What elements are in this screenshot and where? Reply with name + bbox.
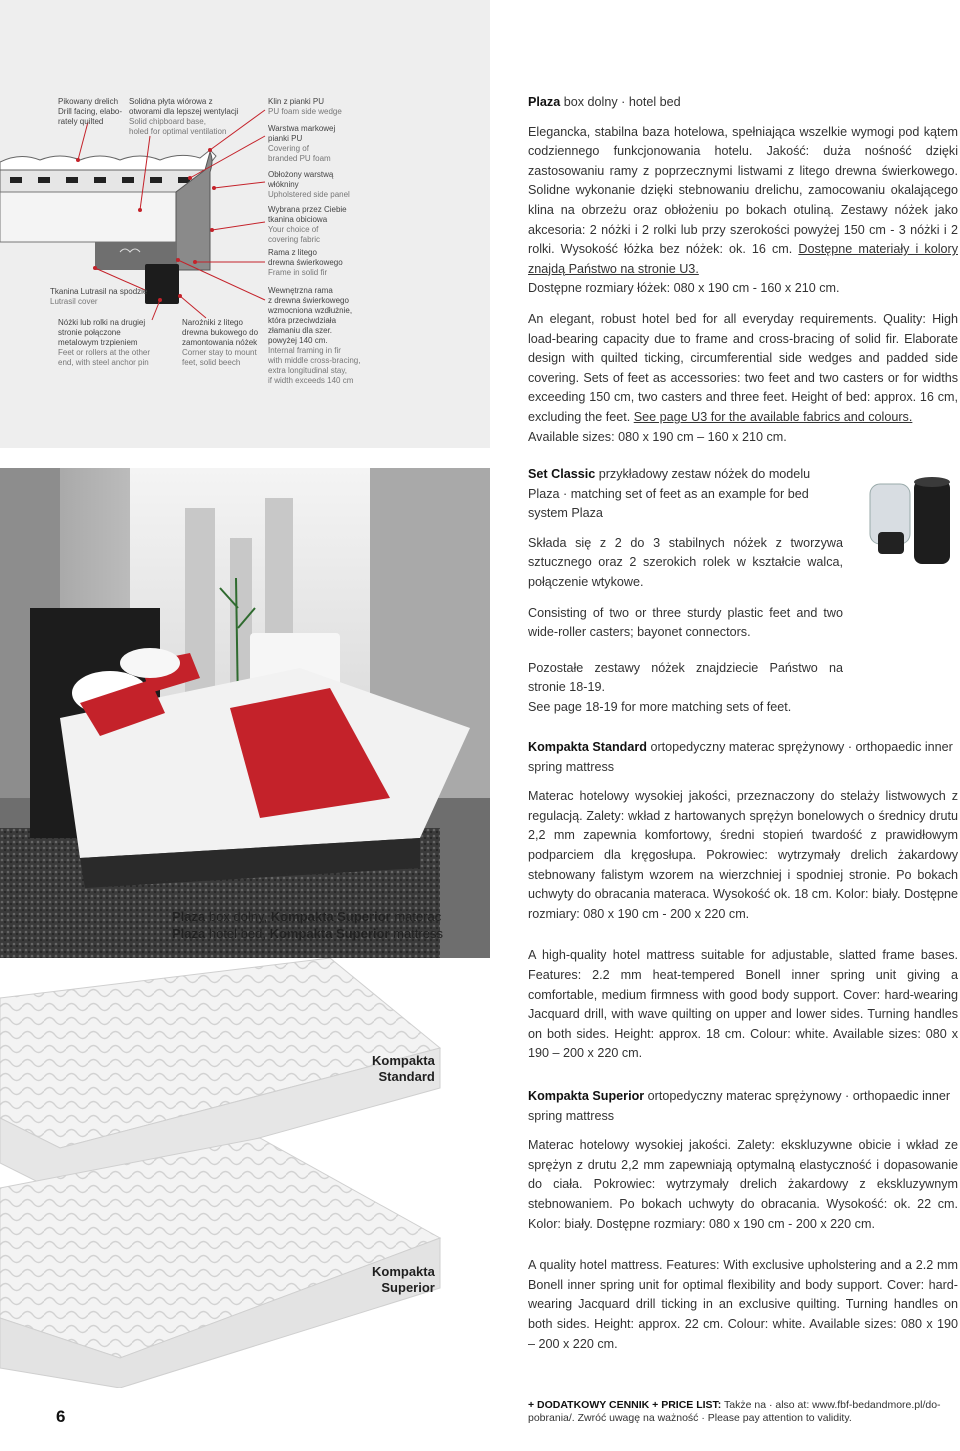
label-kompakta-superior: Kompakta Superior <box>372 1264 435 1295</box>
label-feet-rollers: Nóżki lub rolki na drugiej stronie połączone metalowym trzpieniem Feet or rollers at the other end, with steel anchor pin <box>58 318 151 367</box>
set-classic-description-pl: Składa się z 2 do 3 stabilnych nóżek z tworzywa sztucznego oraz 2 szerokich rolek w kształcie walca, połączenie wtykowe. <box>528 535 843 589</box>
plaza-fabrics-link-en[interactable]: See page U3 for the available fabrics and colours. <box>633 409 913 424</box>
label-pu-foam-wedge: Klin z pianki PU PU foam side wedge <box>268 97 342 116</box>
label-covering-fabric: Wybrana przez Ciebie tkanina obiciowa Your choice of covering fabric <box>268 205 347 244</box>
label-side-panel: Obłożony warstwą włókniny Upholstered side panel <box>268 170 350 199</box>
label-internal-framing: Wewnętrzna rama z drewna świerkowego wzmocniona wzdłużnie, która przeciwdziała złamaniu dla szer. powyżej 140 cm. Internal framing in fir with middle cross-bracing, extra longitudinal stay, if width exceeds 140 cm <box>268 286 361 385</box>
caption-line-pl: Plaza box dolny, Kompakta Superior materac <box>172 909 442 924</box>
kompakta-standard-title: Kompakta Standard ortopedyczny materac sprężynowy · orthopaedic inner spring mattress <box>528 740 953 774</box>
set-classic-section <box>528 465 843 729</box>
price-list-footer: + DODATKOWY CENNIK + PRICE LIST: Także na · also at: www.fbf-bedandmore.pl/do-pobrania/. Zwróć uwagę na ważność · Please pay attention to validity. <box>528 1399 941 1424</box>
kompakta-standard-description-pl: Materac hotelowy wysokiej jakości, przeznaczony do stelaży listwowych z regulacją. Zalety: wkład z hartowanych sprężyn bonelowych o średnicy drutu 2,2 mm zapewnia komfortowy, średni stopień twardość z prawidłowym podparciem dla kręgosłupa. Pokrowiec: wytrzymały drelich żakardowy stebnowany falistym wzorem na wierzchniej i spodniej stronie. Po bokach uchwyty do obracania materaca. Wysokość ok. 18 cm. Kolor: biały. Dostępne rozmiary: 080 x 190 cm - 200 x 220 cm. <box>528 789 958 921</box>
label-corner-stay: Narożniki z litego drewna bukowego do zamontowania nóżek Corner stay to mount feet, solid beech <box>182 318 259 367</box>
plaza-description-en: An elegant, robust hotel bed for all everyday requirements. Quality: High load-bearing capacity due to frame and cross-bracing of solid fir. Elaborate design with quilted ticking, circumferential side wedges and padded side covering. Sets of feet as accessories: two feet and two casters or for widths exceeding 150 cm, two casters and three feet. Height of bed: approx. 16 cm, excluding the feet. See page U3 for the available fabrics and colours. Available sizes: 080 x 190 cm – 160 x 210 cm. <box>528 311 958 444</box>
kompakta-standard-section <box>528 738 958 1075</box>
set-classic-other-en: See page 18-19 for more matching sets of feet. <box>528 699 792 714</box>
label-fir-frame: Rama z litego drewna świerkowego Frame in solid fir <box>268 248 343 277</box>
bed-cross-section-illustration <box>0 0 490 448</box>
plaza-fabrics-link-pl[interactable]: Dostępne materiały i kolory znajdą Państwo na stronie U3. <box>528 242 958 276</box>
caption-line-en: Plaza hotel bed, Kompakta Superior mattress <box>172 926 443 941</box>
room-illustration <box>0 468 490 958</box>
label-drill-facing: Pikowany drelich Drill facing, elabo- rately quilted <box>58 97 123 126</box>
label-lutrasil-cover: Tkanina Lutrasil na spodzie Lutrasil cover <box>50 287 148 306</box>
plaza-description-pl: Elegancka, stabilna baza hotelowa, spełniająca wszelkie wymogi pod kątem codziennego funkcjonowania hotelu. Jakość: duża nośność dzięki zastosowaniu ramy z poprzecznymi listwami z litego drewna świerkowego. Solidne wykonanie dzięki stebnowaniu drelichu, zamocowaniu okalającego klina na obrzeżu oraz obłożeniu po bokach otuliną. Zestawy nóżek jako akcesoria: 2 nóżki i 2 rolki lub przy szerokości powyżej 150 cm - 3 nóżki i 2 rolki. Wysokość łóżka bez nóżek: ok. 16 cm. Dostępne materiały i kolory znajdą Państwo na stronie U3. Dostępne rozmiary łóżek: 080 x 190 cm - 160 x 210 cm. <box>528 124 958 296</box>
plaza-bed-room-photo <box>0 468 490 958</box>
mattress-illustration <box>0 958 490 1388</box>
set-classic-description-en: Consisting of two or three sturdy plastic feet and two wide-roller casters; bayonet connectors. <box>528 605 843 640</box>
set-classic-other-pl: Pozostałe zestawy nóżek znajdziecie Państwo na stronie 18-19. <box>528 660 843 695</box>
kompakta-superior-title: Kompakta Superior ortopedyczny materac sprężynowy · orthopaedic inner spring mattress <box>528 1089 951 1123</box>
set-classic-feet-image <box>862 472 960 582</box>
page-number: 6 <box>56 1407 66 1426</box>
photo-caption <box>172 908 443 942</box>
mattress-images <box>0 958 490 1388</box>
plaza-title: Plaza box dolny · hotel bed <box>528 95 681 109</box>
plaza-section <box>528 93 958 458</box>
label-kompakta-standard: Kompakta Standard <box>372 1053 435 1084</box>
kompakta-standard-description-en: A high-quality hotel mattress suitable for adjustable, slatted frame bases. Features: 2.2 mm heat-tempered Bonell inner spring unit giving a comfortable, medium firmness with good body support. Cover: hard-wearing Jacquard drill, with wave quilting on upper and lower sides. Turning handles on both sides. Height: approx. 18 cm. Colour: white. Available sizes: 080 x 190 – 200 x 220 cm. <box>528 948 958 1061</box>
label-branded-pu-foam: Warstwa markowej pianki PU Covering of branded PU foam <box>268 124 336 163</box>
kompakta-superior-section <box>528 1087 958 1365</box>
bed-construction-diagram <box>0 0 490 448</box>
kompakta-superior-description-pl: Materac hotelowy wysokiej jakości. Zalety: ekskluzywne obicie i wkład ze sprężyn z drutu 2,2 mm zapewniają optymalną elastyczność i dopasowanie do ciała. Pokrowiec: wytrzymały drelich żakardowy z ekskluzywnym stebnowaniem. Po bokach uchwyty do obracania. Wysokość: ok. 22 cm. Kolor: biały. Dostępne rozmiary: 080 x 190 cm - 200 x 220 cm. <box>528 1138 958 1231</box>
label-chipboard-base: Solidna płyta wiórowa z otworami dla lepszej wentylacji Solid chipboard base, holed for optimal ventilation <box>129 97 239 136</box>
kompakta-superior-description-en: A quality hotel mattress. Features: With exclusive upholstering and a 2.2 mm Bonell inner spring unit for optimal flexibility and body support. Cover: hard-wearing Jacquard drill ticking in an exclusive quilting. Turning handles on both sides. Height: approx. 22 cm. Colour: white. Available sizes: 080 x 190 – 200 x 220 cm. <box>528 1258 958 1351</box>
set-classic-title: Set Classic przykładowy zestaw nóżek do modelu Plaza · matching set of feet as an example for bed system Plaza <box>528 467 811 521</box>
